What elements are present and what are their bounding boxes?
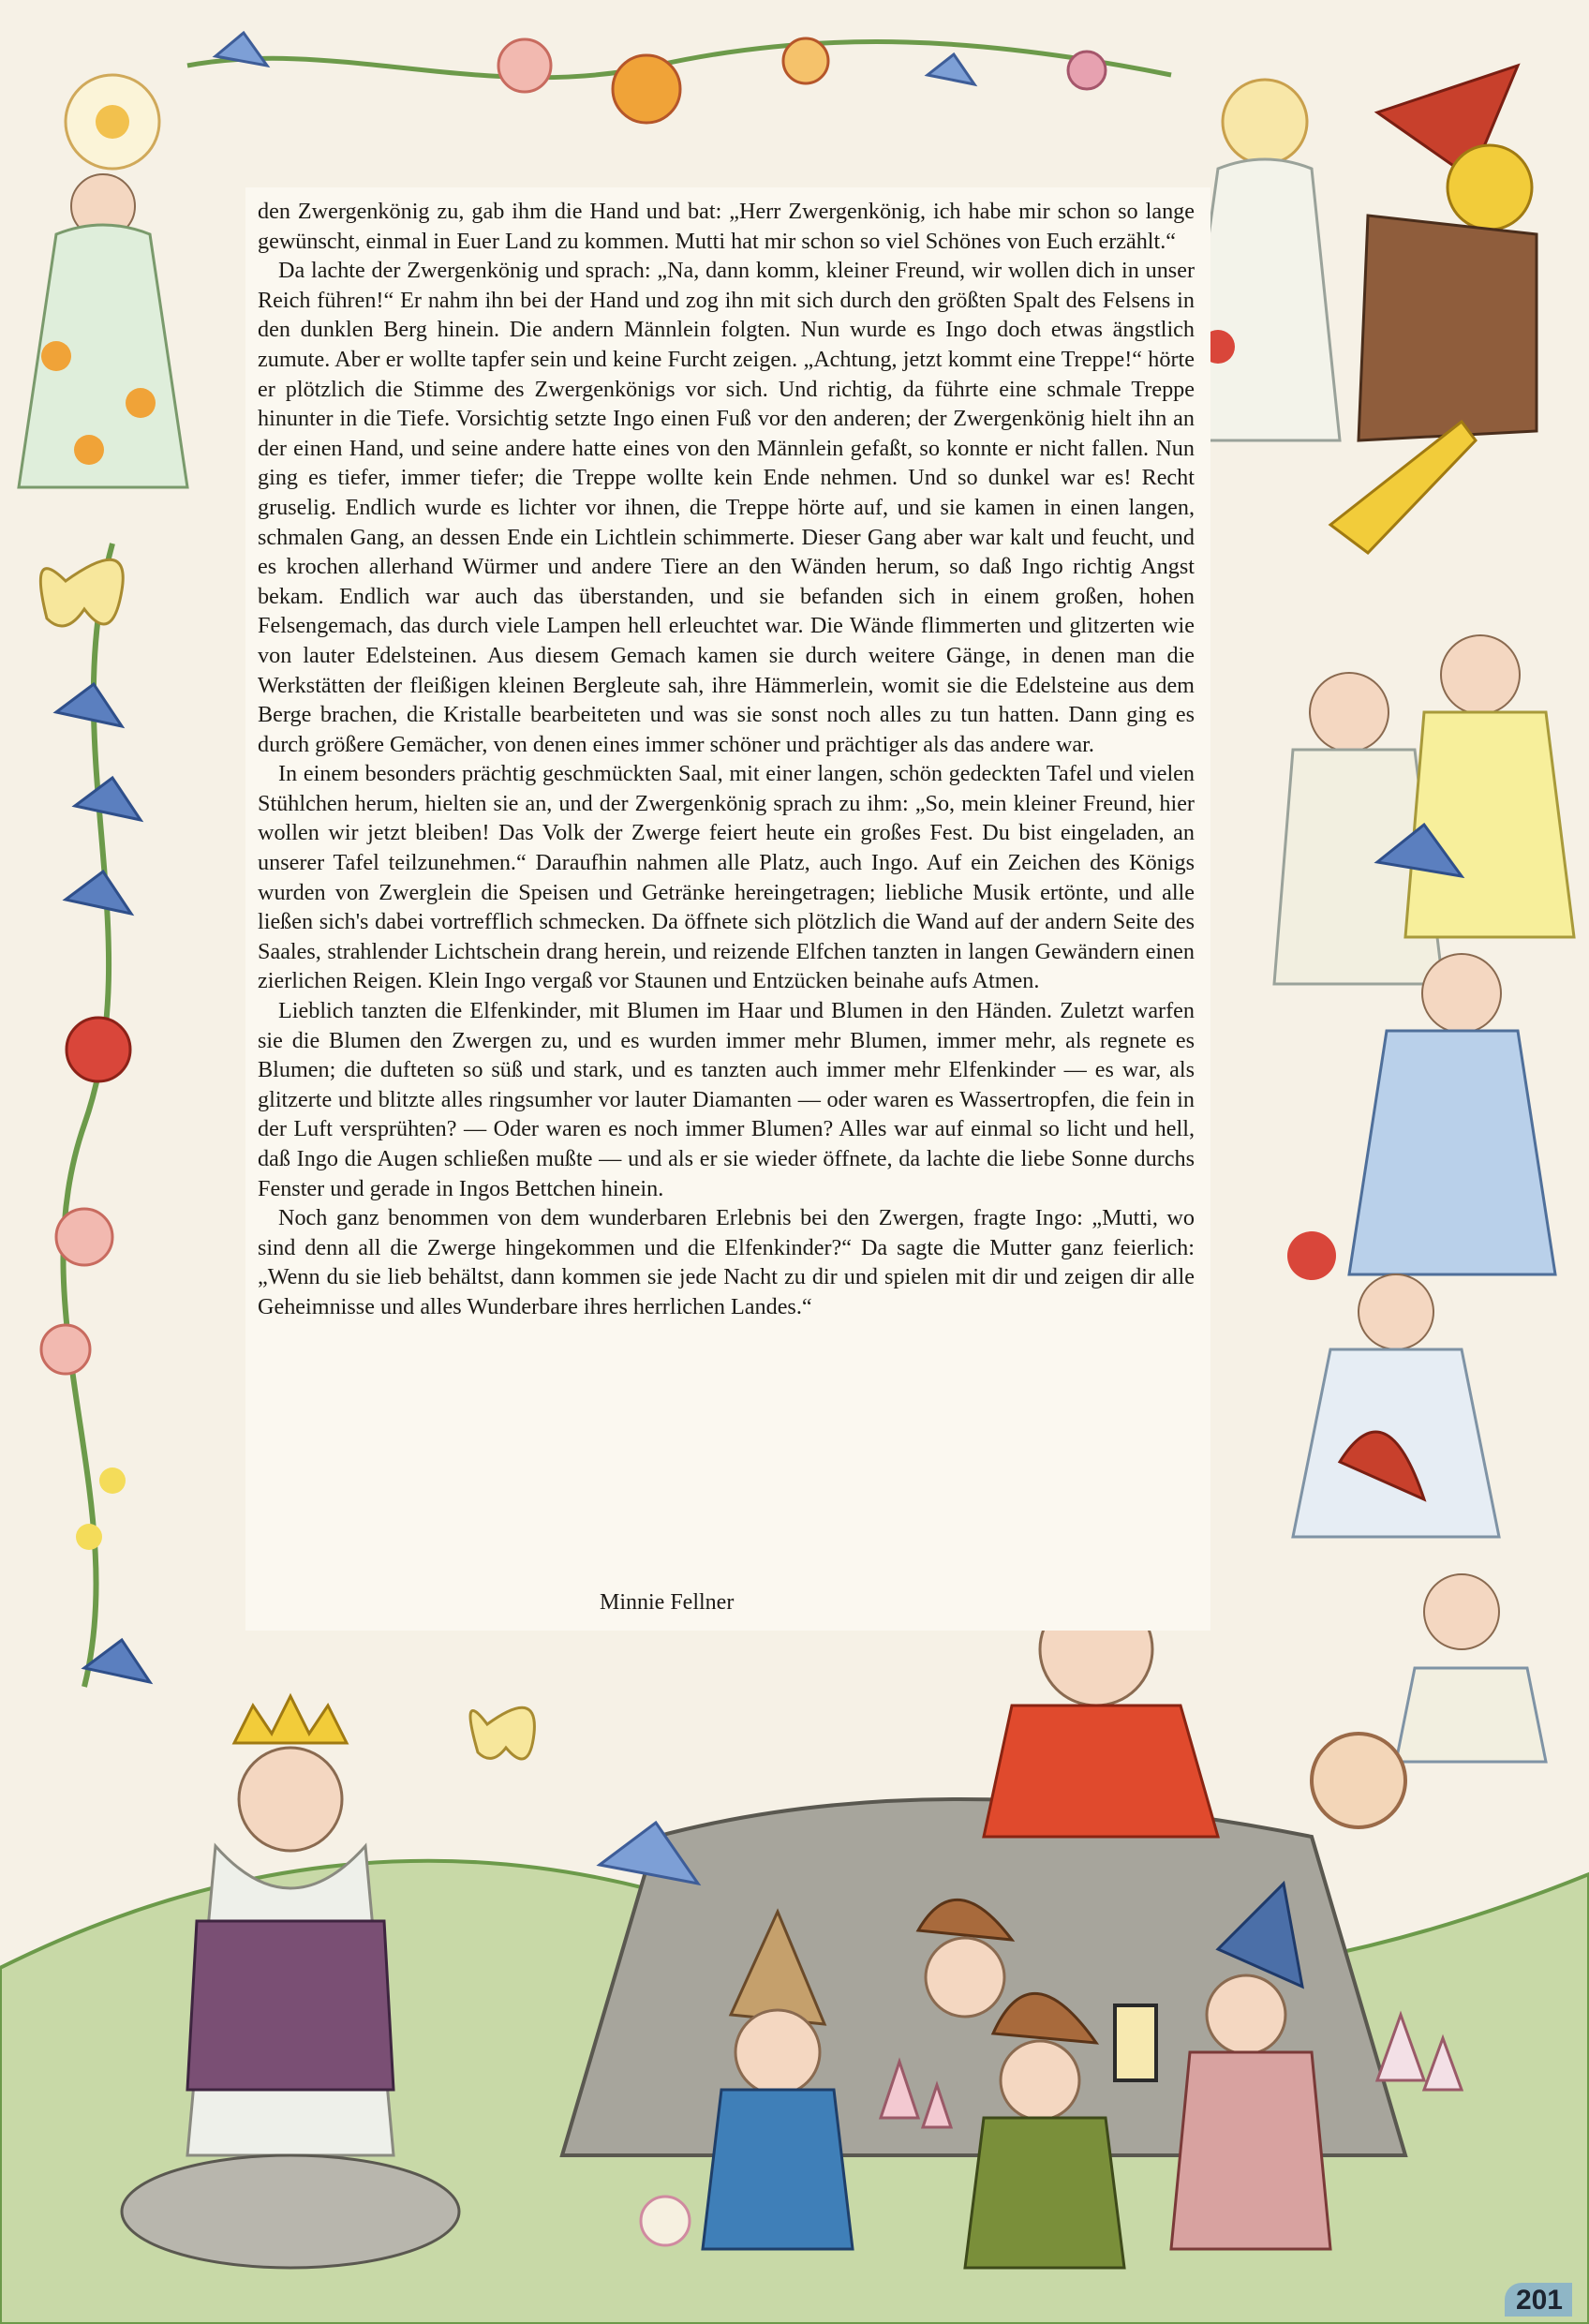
butterfly-icon bbox=[470, 1707, 534, 1759]
flower-icon bbox=[498, 39, 551, 92]
crown-icon bbox=[234, 1696, 347, 1743]
left-vine bbox=[40, 544, 150, 1687]
bellflower-icon bbox=[928, 54, 974, 84]
bellflower-icon bbox=[66, 872, 131, 914]
butterfly-icon bbox=[40, 559, 123, 626]
flower-icon bbox=[641, 2197, 690, 2245]
flower-icon bbox=[99, 1467, 126, 1494]
snail-shell-icon bbox=[1312, 1734, 1405, 1827]
trumpet-icon bbox=[1330, 422, 1476, 553]
rose-icon bbox=[67, 1018, 130, 1081]
top-garland bbox=[187, 33, 1171, 123]
lantern-icon bbox=[1115, 2005, 1156, 2080]
tuba-icon bbox=[1448, 145, 1532, 230]
flower-icon bbox=[613, 55, 680, 123]
flower-icon bbox=[1068, 52, 1106, 89]
story-paragraph: den Zwergenkönig zu, gab ihm die Hand und bat: „Herr Zwergenkönig, ich habe mir schon so lange gewünscht, einmal in Euer Land zu kommen. Mutti hat mir schon so viel Schönes von Euch erzählt.“ bbox=[258, 199, 1195, 254]
right-illustrations bbox=[1181, 66, 1574, 1762]
page-number: 201 bbox=[1505, 2283, 1572, 2317]
story-paragraph: Noch ganz benommen von dem wunderbaren Erlebnis bei den Zwergen, fragte Ingo: „Mutti, wo sind denn all die Zwerge hingekommen und die Elfenkinder?“ Da sagte die Mutter ganz feierlich: „Wenn du sie lieb behältst, dann kommen sie jede Nacht zu dir und spielen mit dir und zeigen dir alle Geheimnisse und alles Wunderbare ihres herrlichen Landes.“ bbox=[258, 1205, 1195, 1319]
bottom-scene bbox=[0, 1593, 1589, 2324]
flower-icon bbox=[41, 1325, 90, 1374]
flower-icon bbox=[76, 1524, 102, 1550]
story-text bbox=[258, 197, 1195, 1322]
author-name: Minnie Fellner bbox=[600, 1590, 735, 1615]
story-paragraph: Da lachte der Zwergenkönig und sprach: „Na, dann komm, kleiner Freund, wir wollen dich in unser Reich führen!“ Er nahm ihn bei der Hand und zog ihn mit sich durch den größten Spalt des Felsens in den dunklen Berg hinein. Die andern Männlein folgten. Nun wurde es Ingo doch etwas ängstlich zumute. Aber er wollte tapfer sein und keine Furcht zeigen. „Achtung, jetzt kommt eine Treppe!“ hörte er plötzlich die Stimme des Zwergenkönigs vor sich. Und richtig, da führte eine schmale Treppe hinunter in die Tiefe. Vorsichtig setzte Ingo einen Fuß vor den anderen; der Zwergenkönig hielt ihn an der einen Hand, und seine andere hatte eines von den Männlein gefaßt, so konnte er nicht fallen. Nun ging es tiefer, immer tiefer; die Treppe wollte kein Ende nehmen. Und so dunkel war es! Recht gruselig. Endlich wurde es lichter vor ihnen, die Treppe hörte auf, und sie kamen in einen langen, schmalen Gang, an dessen Ende ein Lichtlein schimmerte. Dieser Gang aber war kalt und feucht, und es krochen allerhand Würmer und andere Tiere an den Wänden herum, so daß Ingo richtig Angst bekam. Endlich war auch das überstanden, und sie befanden sich in einem großen, hohen Felsengemach, das durch viele Lampen hell erleuchtet war. Die Wände flimmerten und glitzerten wie von lauter Edelsteinen. Aus diesem Gemach kamen sie durch weitere Gänge, in denen man die Werkstätten der fleißigen kleinen Bergleute sah, ihre Hämmerlein, womit sie die Edelsteine aus dem Berge brachen, die Kristalle bearbeiteten und was sie sonst noch alles zu tun hatten. Dann ging es durch größere Gemächer, von denen eines immer schöner und prächtiger als das andere war. bbox=[258, 258, 1195, 757]
story-paragraph: In einem besonders prächtig geschmückten Saal, mit einer langen, schön gedeckten Tafel und vielen Stühlchen herum, hielten sie an, und der Zwergenkönig sprach zu ihm: „So, mein kleiner Freund, hier wollen wir jetzt bleiben! Das Volk der Zwerge feiert heute ein großes Fest. Du bist eingeladen, an unserer Tafel teilzunehmen.“ Daraufhin nahmen alle Platz, auch Ingo. Auf ein Zeichen des Königs wurden von Zwerglein die Speisen und Getränke hereingetragen; liebliche Musik ertönte, und alle ließen sich's dabei vortrefflich schmecken. Da öffnete sich plötzlich die Wand auf der andern Seite des Saales, strahlender Lichtschein drang herein, und reizende Elfchen tanzten in langen Gewändern einen zierlichen Reigen. Klein Ingo vergaß vor Staunen und Entzücken beinahe aufs Atmen. bbox=[258, 761, 1195, 994]
flower-icon bbox=[783, 38, 828, 83]
story-paragraph: Lieblich tanzten die Elfenkinder, mit Blumen im Haar und Blumen in den Händen. Zuletzt warfen sie die Blumen den Zwergen zu, und es wurden immer mehr Blumen, immer mehr, als regnete es Blumen; die dufteten so süß und stark, und es tanzten auch immer mehr Elfenkinder — es war, als glitzerte und blitzte alles ringsumher vor lauter Diamanten — oder waren es Wassertropfen, die fein in der Luft versprühten? — Oder waren es noch immer Blumen? Alles war auf einmal so licht und hell, daß Ingo die Augen schließen mußte — und als er sie wieder öffnete, da lachte die liebe Sonne durchs Fenster und gerade in Ingos Bettchen hinein. bbox=[258, 998, 1195, 1201]
flower-icon bbox=[56, 1209, 112, 1265]
bellflower-icon bbox=[56, 684, 122, 726]
fairy-top-left bbox=[19, 75, 187, 487]
bellflower-icon bbox=[75, 778, 141, 820]
flower-icon bbox=[1287, 1231, 1336, 1280]
